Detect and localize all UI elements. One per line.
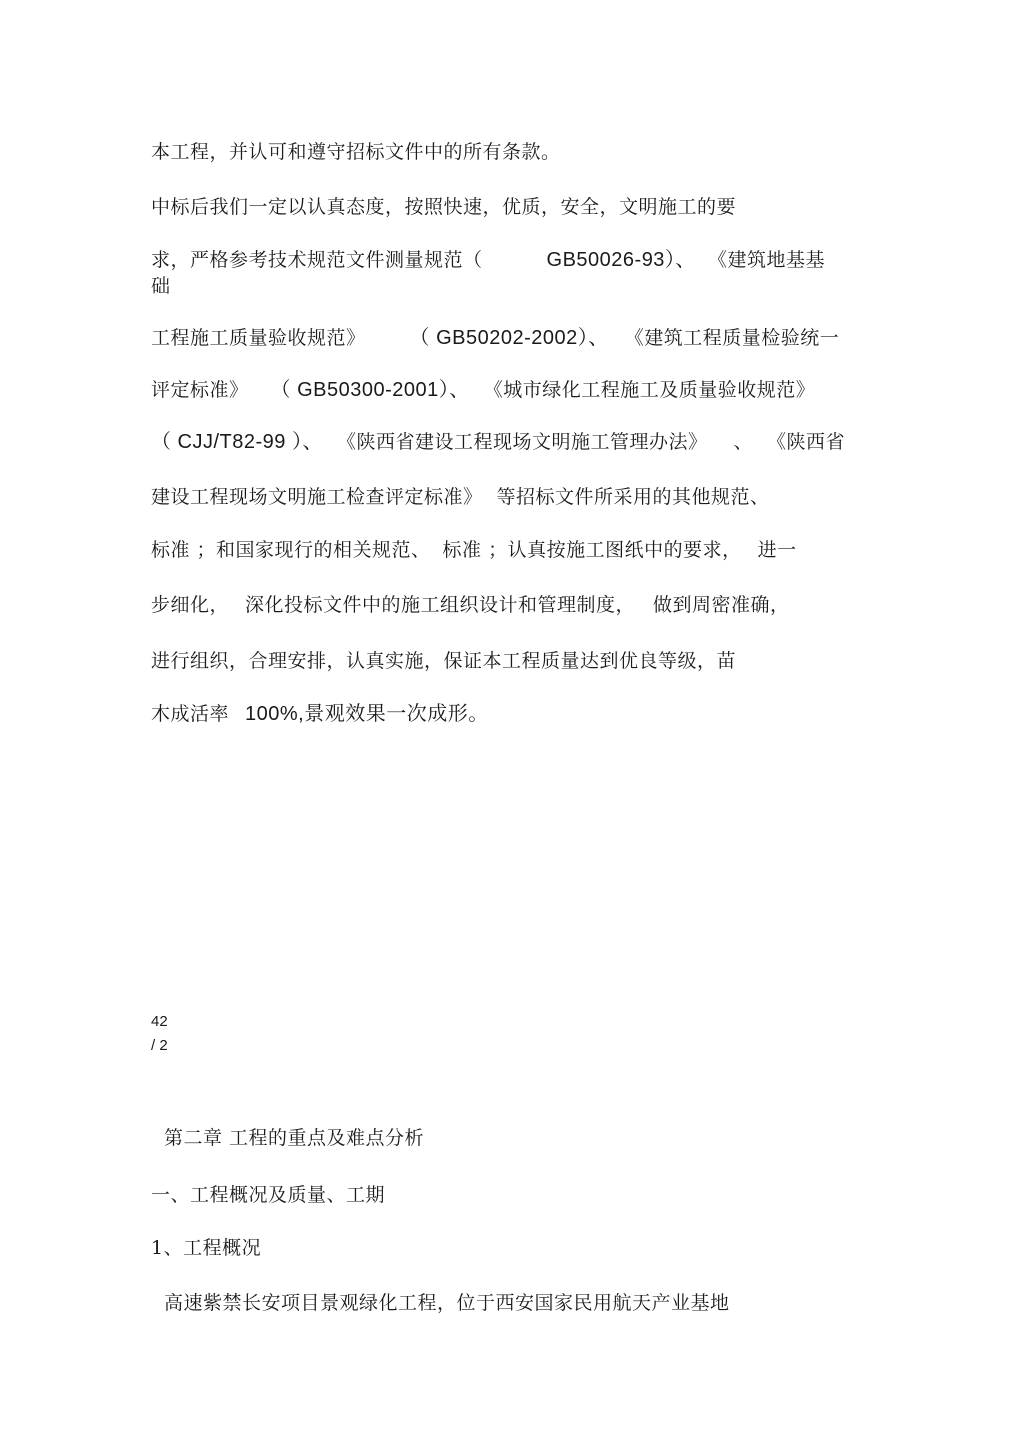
text-span: 本工程，并认可和遵守招标文件中的所有条款。 xyxy=(151,141,561,163)
text-span: 进一 xyxy=(757,539,797,561)
text-span: 步细化， xyxy=(151,594,230,616)
standard-code: （ CJJ/T82-99 ）、 xyxy=(151,431,323,453)
text-span: 《城市绿化工程施工及质量验收规范》 xyxy=(483,379,816,401)
text-span: 中标后我们一定以认真态度，按照快速，优质，安全，文明施工的要 xyxy=(151,196,737,218)
text-line xyxy=(151,378,815,402)
page-number-current: 42 xyxy=(151,1013,168,1030)
text-span: 进行组织，合理安排，认真实施，保证本工程质量达到优良等级，苗 xyxy=(151,650,737,672)
text-span: 、 xyxy=(733,431,754,453)
text-line xyxy=(151,538,797,562)
text-line xyxy=(151,649,736,673)
section-title: 一、工程概况及质量、工期 xyxy=(151,1184,386,1206)
text-span: 求，严格参考技术规范文件测量规范（ xyxy=(151,249,483,271)
body-paragraph: 高速紫禁长安项目景观绿化工程，位于西安国家民用航天产业基地 xyxy=(164,1292,730,1314)
chapter-title: 第二章 工程的重点及难点分析 xyxy=(164,1127,425,1149)
text-span: 《陕西省 xyxy=(767,431,846,453)
text-span: 评定标准》 xyxy=(151,379,249,401)
text-span: 等招标文件所采用的其他规范、 xyxy=(496,486,770,508)
text-line xyxy=(151,593,790,617)
text-line xyxy=(151,274,171,298)
text-span: 《陕西省建设工程现场文明施工管理办法》 xyxy=(336,431,708,453)
text-line xyxy=(151,485,770,509)
text-span: 做到周密准确， xyxy=(653,594,790,616)
text-span: 《建筑工程质量检验统一 xyxy=(624,327,840,349)
standard-code: （ GB50300-2001）、 xyxy=(270,379,470,401)
text-span: 标准 ；认真按施工图纸中的要求， xyxy=(442,539,742,561)
text-line xyxy=(151,326,839,350)
text-span: 100%,景观效果一次成形。 xyxy=(245,703,489,725)
text-span: 础 xyxy=(151,275,171,297)
text-line xyxy=(151,702,489,726)
subsection-title: 1、工程概况 xyxy=(151,1237,262,1259)
standard-code: （ GB50202-2002）、 xyxy=(409,327,609,349)
text-line xyxy=(151,140,561,164)
text-line xyxy=(151,430,845,454)
text-span: 深化投标文件中的施工组织设计和管理制度， xyxy=(245,594,636,616)
page-number-total: / 2 xyxy=(151,1037,168,1054)
standard-code: GB50026-93）、 xyxy=(546,249,696,271)
text-span: 《建筑地基基 xyxy=(707,249,825,271)
text-span: 标准 ；和国家现行的相关规范、 xyxy=(151,539,431,561)
text-span: 工程施工质量验收规范》 xyxy=(151,327,366,349)
text-span: 建设工程现场文明施工检查评定标准》 xyxy=(151,486,483,508)
text-span: 木成活率 xyxy=(151,703,230,725)
text-line xyxy=(151,195,736,219)
text-line xyxy=(151,248,825,272)
